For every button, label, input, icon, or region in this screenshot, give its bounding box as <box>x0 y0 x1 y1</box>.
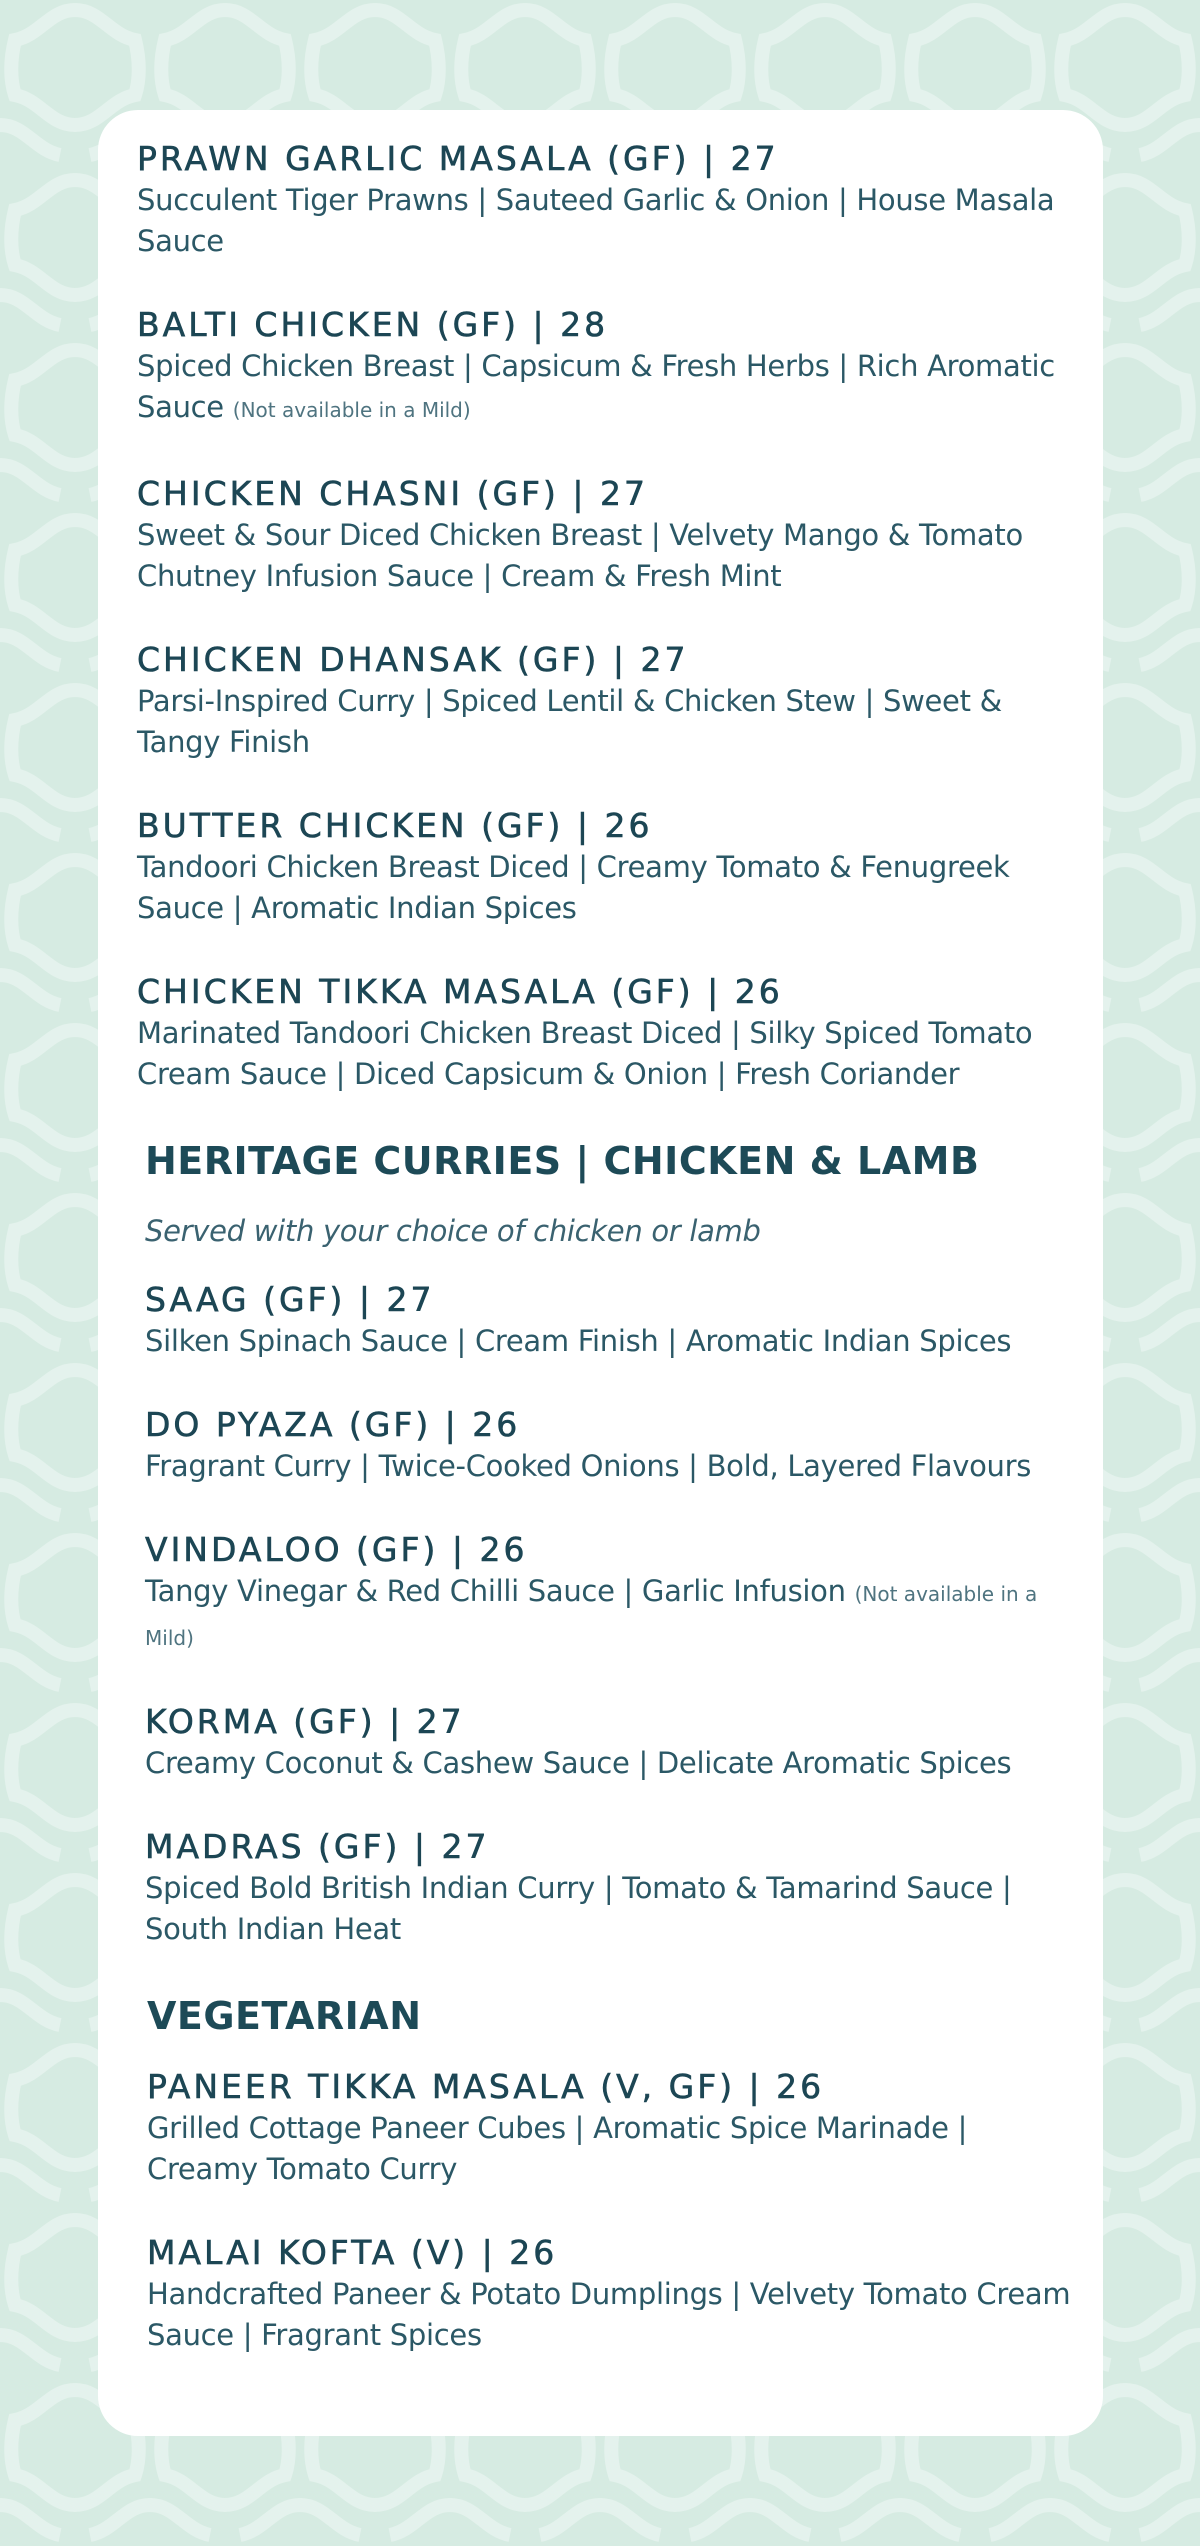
item-description-text: Silken Spinach Sauce | Cream Finish | Aromatic Indian Spices <box>145 1324 1012 1358</box>
item-description-text: Handcrafted Paneer & Potato Dumplings | Velvety Tomato Cream Sauce | Fragrant Spices <box>147 2277 1071 2352</box>
item-note: (Not available in a Mild) <box>232 398 471 422</box>
section-subtitle-heritage: Served with your choice of chicken or lamb <box>145 1214 761 1248</box>
item-description <box>145 1321 1077 1362</box>
item-description <box>137 346 1077 431</box>
menu-item <box>145 1826 1077 1950</box>
item-description <box>137 180 1077 262</box>
item-description <box>145 1446 1077 1487</box>
menu-content <box>137 138 1077 2398</box>
item-title: CHICKEN DHANSAK (GF) | 27 <box>137 640 689 679</box>
item-title: MADRAS (GF) | 27 <box>145 1827 490 1866</box>
section-title-vegetarian: VEGETARIAN <box>147 1994 422 2038</box>
item-description <box>147 2274 1077 2356</box>
item-description <box>137 681 1077 763</box>
item-title: PANEER TIKKA MASALA (V, GF) | 26 <box>147 2067 825 2106</box>
menu-item <box>137 805 1077 929</box>
item-title: CHICKEN CHASNI (GF) | 27 <box>137 474 648 513</box>
item-description-text: Marinated Tandoori Chicken Breast Diced | Silky Spiced Tomato Cream Sauce | Diced Capsicum & Onion | Fresh Coriander <box>137 1016 1033 1091</box>
item-description <box>137 515 1077 597</box>
item-description <box>145 1868 1077 1950</box>
menu-item <box>147 2232 1077 2356</box>
menu-item <box>145 1404 1077 1487</box>
item-description-text: Spiced Chicken Breast | Capsicum & Fresh Herbs | Rich Aromatic Sauce <box>137 349 1055 424</box>
item-note: (Not available in a Mild) <box>145 1582 1038 1650</box>
item-description <box>137 847 1077 929</box>
section-title-heritage: HERITAGE CURRIES | CHICKEN & LAMB <box>145 1139 980 1183</box>
item-title: VINDALOO (GF) | 26 <box>145 1530 528 1569</box>
item-description-text: Fragrant Curry | Twice-Cooked Onions | Bold, Layered Flavours <box>145 1449 1032 1483</box>
item-title: BUTTER CHICKEN (GF) | 26 <box>137 806 653 845</box>
item-title: CHICKEN TIKKA MASALA (GF) | 26 <box>137 972 783 1011</box>
menu-item <box>137 639 1077 763</box>
item-title: BALTI CHICKEN (GF) | 28 <box>137 305 609 344</box>
menu-item <box>145 1279 1077 1362</box>
menu-item <box>137 473 1077 597</box>
item-description-text: Sweet & Sour Diced Chicken Breast | Velvety Mango & Tomato Chutney Infusion Sauce | Cream & Fresh Mint <box>137 518 1023 593</box>
item-title: MALAI KOFTA (V) | 26 <box>147 2233 558 2272</box>
item-description-text: Succulent Tiger Prawns | Sauteed Garlic & Onion | House Masala Sauce <box>137 183 1055 258</box>
menu-item <box>137 304 1077 431</box>
item-title: SAAG (GF) | 27 <box>145 1280 435 1319</box>
item-title: DO PYAZA (GF) | 26 <box>145 1405 521 1444</box>
item-description <box>137 1013 1077 1095</box>
menu-item <box>137 971 1077 1095</box>
item-description-text: Spiced Bold British Indian Curry | Tomato & Tamarind Sauce | South Indian Heat <box>145 1871 1012 1946</box>
menu-item <box>137 138 1077 262</box>
item-description-text: Grilled Cottage Paneer Cubes | Aromatic Spice Marinade | Creamy Tomato Curry <box>147 2111 968 2186</box>
item-description-text: Parsi-Inspired Curry | Spiced Lentil & Chicken Stew | Sweet & Tangy Finish <box>137 684 1002 759</box>
item-description-text: Creamy Coconut & Cashew Sauce | Delicate Aromatic Spices <box>145 1746 1012 1780</box>
item-description-text: Tangy Vinegar & Red Chilli Sauce | Garlic Infusion <box>145 1574 846 1608</box>
item-description <box>147 2108 1077 2190</box>
item-description <box>145 1571 1077 1659</box>
menu-item <box>147 2066 1077 2190</box>
item-description <box>145 1743 1077 1784</box>
item-title: KORMA (GF) | 27 <box>145 1702 465 1741</box>
menu-item <box>145 1701 1077 1784</box>
item-description-text: Tandoori Chicken Breast Diced | Creamy Tomato & Fenugreek Sauce | Aromatic Indian Spices <box>137 850 1010 925</box>
item-title: PRAWN GARLIC MASALA (GF) | 27 <box>137 139 779 178</box>
menu-item <box>145 1529 1077 1659</box>
